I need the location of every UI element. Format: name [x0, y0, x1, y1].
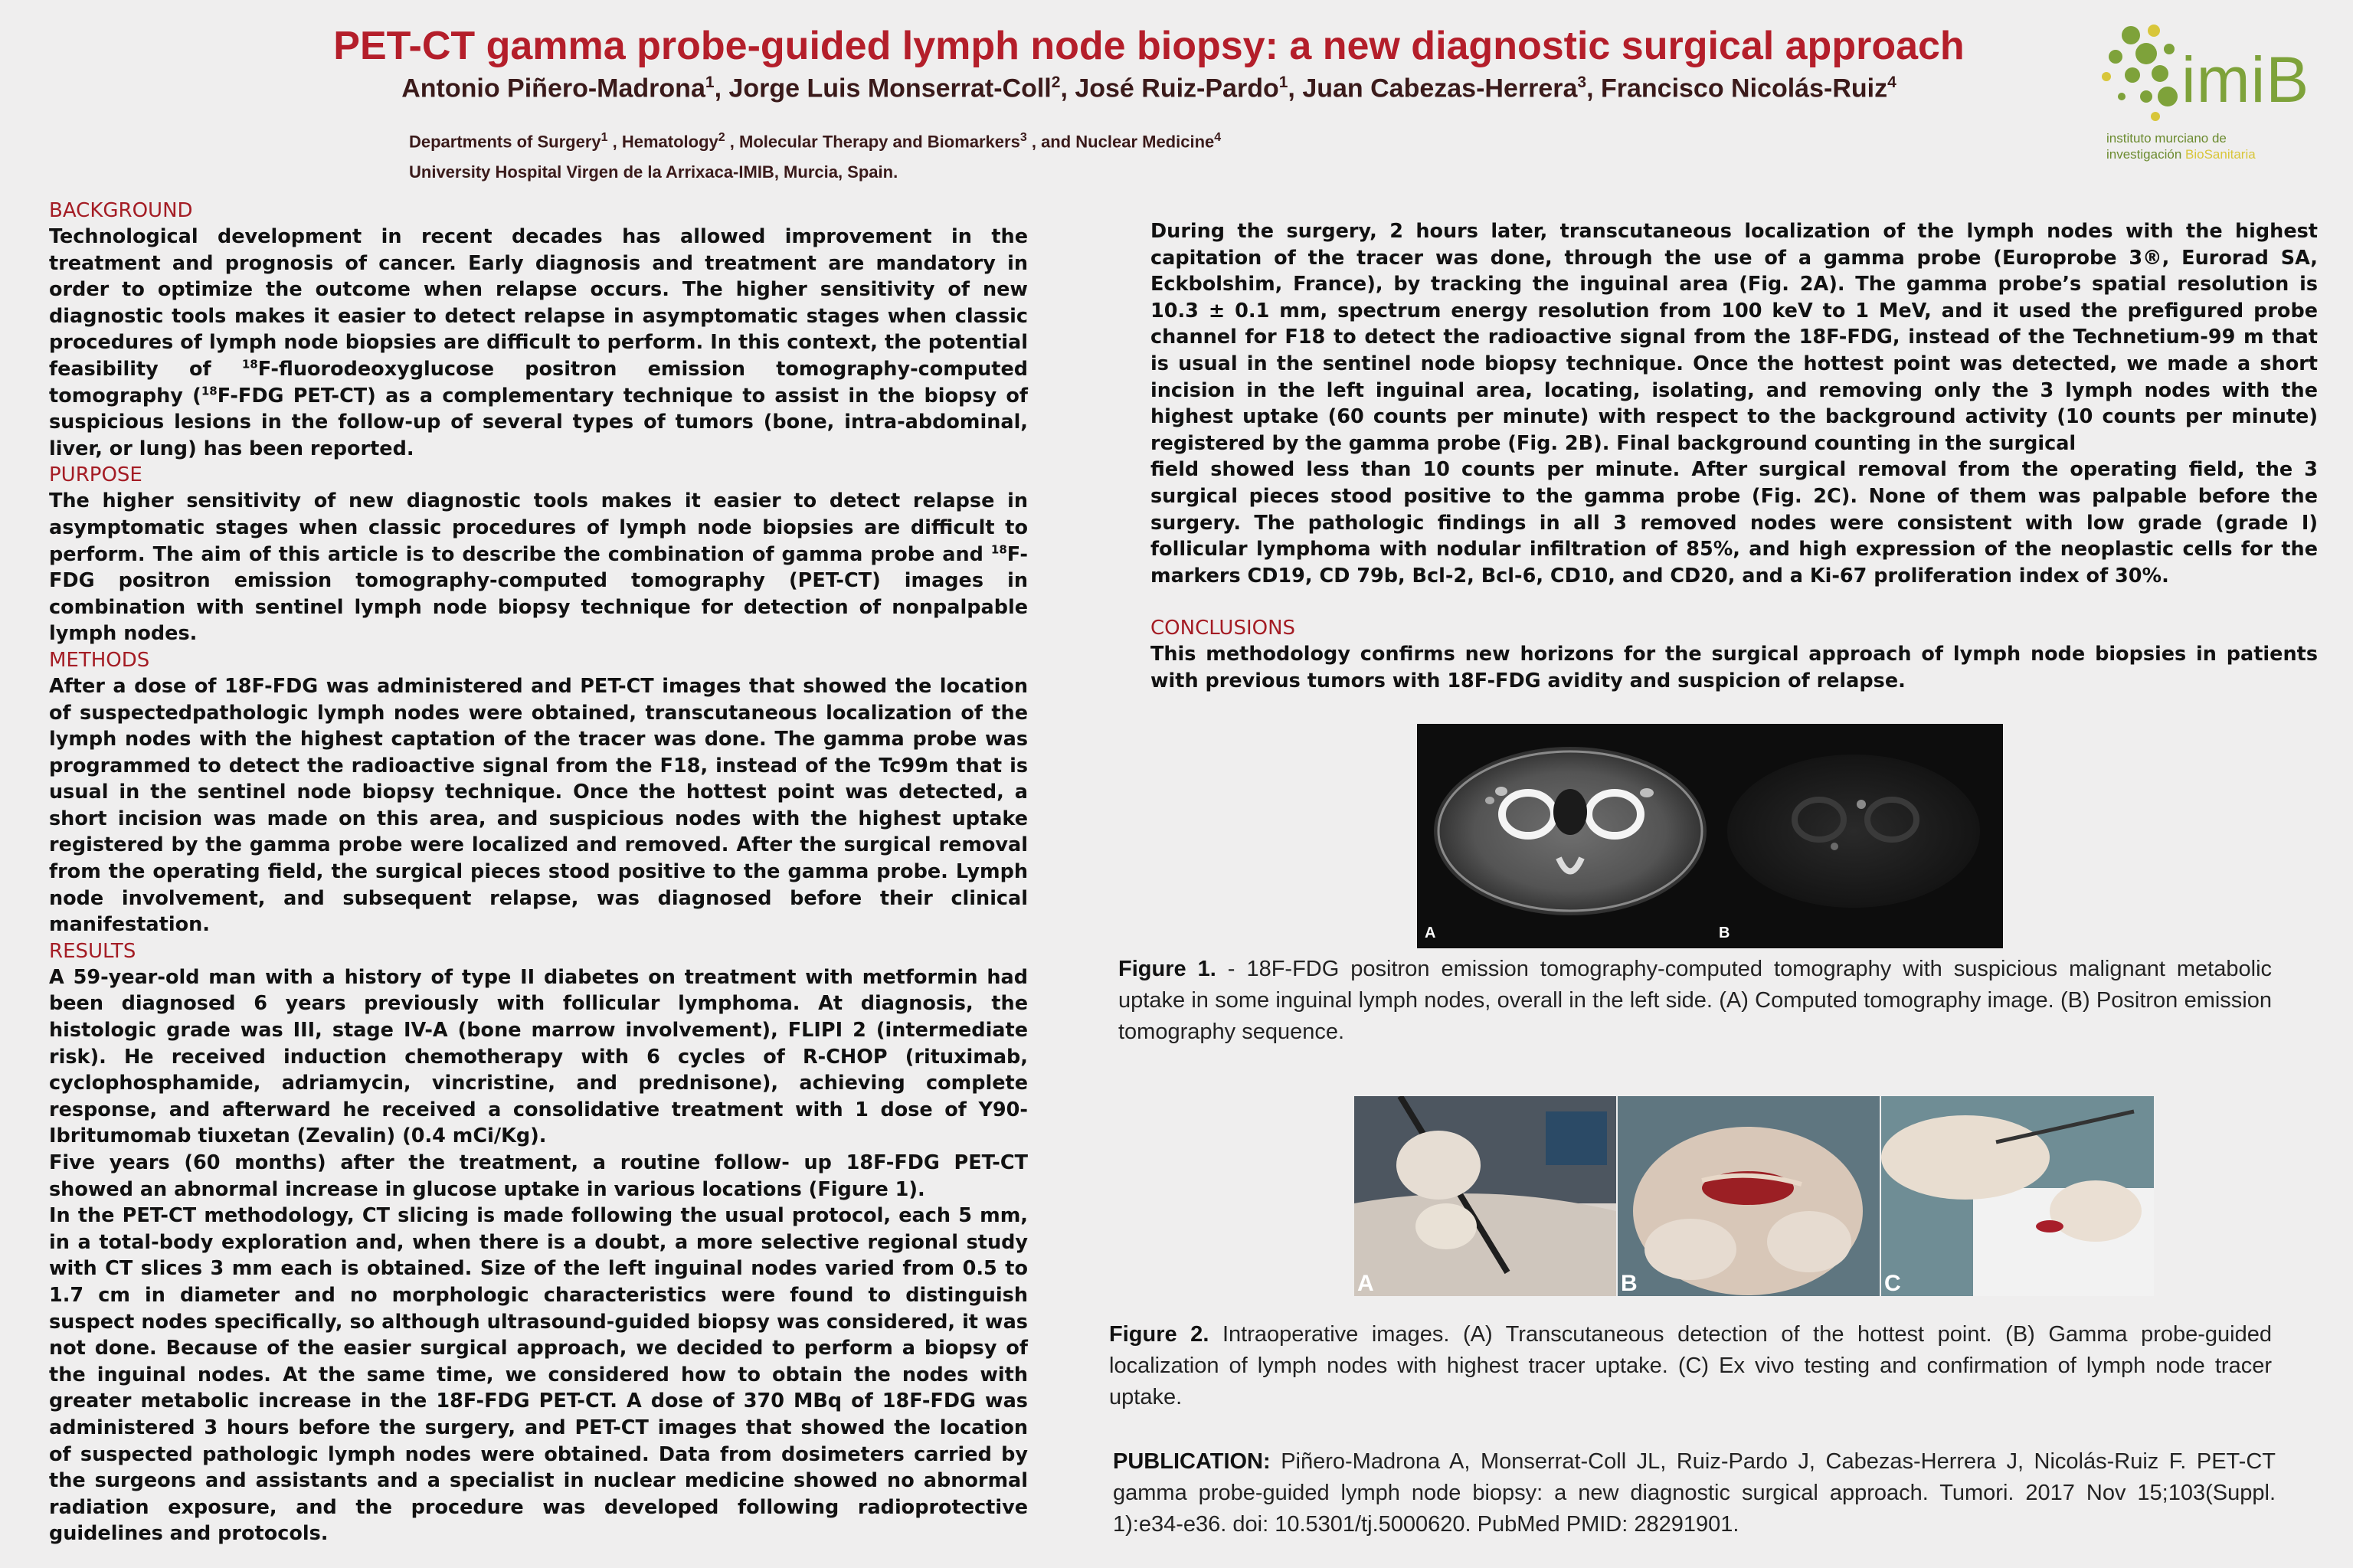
logo-wordmark: imiB	[2181, 44, 2310, 116]
logo-subtitle-line: instituto murciano de	[2106, 131, 2227, 146]
isotope-sup: 18	[990, 542, 1007, 557]
surgery-photo-probe	[1354, 1096, 1616, 1296]
results-continued-paragraph: field showed less than 10 counts per minute. After surgical removal from the operating field, the 3 surgical pieces stood positive to the gamma probe (Fig. 2C). None of them was palpable before the surgery. The pathologic findings in all 3 removed nodes were consistent with low grade (grade I) follicular lymphoma with nodular infiltration of 85%, and high expression of the neoplastic cells for the markers CD19, CD 79b, Bcl-2, Bcl-6, CD10, and CD20, and a Ki-67 proliferation index of 30%.	[1150, 458, 2318, 588]
molecule-logo-icon	[2099, 23, 2183, 130]
author-affiliation-sup: 1	[705, 74, 715, 91]
publication-citation: Piñero-Madrona A, Monserrat-Coll JL, Ruiz-Pardo J, Cabezas-Herrera J, Nicolás-Ruiz F. PET-CT gamma probe-guided lymph node biopsy: a new diagnostic surgical approach. Tumori. 2017 Nov 15;103(Suppl. 1):e34-e36. doi: 10.5301/tj.5000620. PubMed PMID: 28291901.	[1113, 1449, 2276, 1537]
isotope-sup: 18	[241, 357, 258, 372]
background-heading: BACKGROUND	[49, 199, 193, 222]
logo-subtitle	[2106, 130, 2256, 162]
author-name: Jorge Luis Monserrat-Coll	[728, 74, 1052, 103]
logo-subtitle-text: investigación	[2106, 147, 2186, 162]
figure-2-panel-label: C	[1884, 1271, 1901, 1296]
figure-1-panel-label: A	[1425, 925, 1436, 941]
imib-logo	[2099, 23, 2336, 172]
purpose-text: F-FDG positron emission tomography-computed tomography (PET-CT) images in combination with sentinel lymph node biopsy technique for detection of nonpalpable lymph nodes.	[49, 542, 1028, 646]
methods-paragraph: After a dose of 18F-FDG was administered and PET-CT images that showed the location of suspectedpathologic lymph nodes were obtained, transcutaneous localization of the lymph nodes with the highest captation of the tracer was done. The gamma probe was programmed to detect the radioactive signal from the F18, instead of the Tc99m that is usual in the sentinel node biopsy technique. Once the hottest point was detected, a short incision was made on this area, and suspicious nodes with the highest uptake registered by the gamma probe were localized and removed. After the surgical removal from the operating field, the surgical pieces stood positive to the gamma probe. Lymph node involvement, and subsequent relapse, was diagnosed before their clinical manifestation.	[49, 674, 1028, 937]
figure-2-panel	[1618, 1096, 1880, 1296]
results-paragraph: A 59-year-old man with a history of type II diabetes on treatment with metformin had been diagnosed 6 years previously with follicular lymphoma. At diagnosis, the histologic grade was III, stage IV-A (bone marrow involvement), FLIPI 2 (intermediate risk). He received induction chemotherapy with 6 cycles of R-CHOP (rituximab, cyclophosphamide, adriamycin, vincristine, and prednisone), achieving complete response, and afterward he received a consolidative treatment with 1 dose of Y90-Ibritumomab tiuxetan (Zevalin) (0.4 mCi/Kg).	[49, 965, 1028, 1148]
poster-title: PET-CT gamma probe-guided lymph node biopsy: a new diagnostic surgical approach	[333, 24, 1965, 68]
isotope-sup: 18	[201, 384, 218, 398]
background-text: F-fluorodeoxyglucose positron emission tomography-computed tomography (	[49, 357, 1029, 408]
department-name: , and Nuclear Medicine	[1026, 132, 1215, 152]
figure-1-panel-label: B	[1719, 925, 1730, 941]
author-name: Juan Cabezas-Herrera	[1302, 74, 1578, 103]
figure-1-caption	[1118, 954, 2272, 1048]
logo-subtitle-highlight: BioSanitaria	[2185, 147, 2256, 162]
figure-1-caption-label: Figure 1.	[1118, 957, 1216, 981]
author-name: Francisco Nicolás-Ruiz	[1600, 74, 1888, 103]
department-sup: 2	[718, 131, 725, 144]
department-sup: 1	[601, 131, 608, 144]
department-sup: 4	[1214, 131, 1222, 144]
figure-2-caption-text: Intraoperative images. (A) Transcutaneous detection of the hottest point. (B) Gamma probe-guided localization of lymph nodes with highest tracer uptake. (C) Ex vivo testing and confirmation of lymph node tracer uptake.	[1109, 1322, 2272, 1409]
figure-2-panel	[1354, 1096, 1616, 1296]
affiliation-departments	[409, 123, 1221, 157]
department-name: , Molecular Therapy and Biomarkers	[725, 132, 1020, 152]
department-name: Departments of Surgery	[409, 132, 601, 152]
left-column	[49, 198, 1028, 1547]
figure-2-panel-label: B	[1621, 1271, 1638, 1296]
figure-2-panel-label: A	[1357, 1271, 1374, 1296]
right-column	[1150, 218, 2318, 695]
logo-subtitle-line	[2106, 146, 2256, 162]
surgery-photo-incision	[1618, 1096, 1880, 1296]
background-text: Technological development in recent decades has allowed improvement in the treatment and prognosis of cancer. Early diagnosis and treatment are mandatory in order to optimize the outcome when relapse occurs. The higher sensitivity of new diagnostic tools makes it easier to detect relapse in asymptomatic stages when classic procedures of lymph node biopsies are difficult to perform. In this context, the potential feasibility of	[49, 225, 1028, 381]
author-affiliation-sup: 4	[1887, 74, 1896, 91]
background-paragraph	[49, 224, 1028, 462]
figure-2-caption	[1109, 1319, 2272, 1413]
affiliations	[409, 123, 1221, 188]
publication-label: PUBLICATION:	[1113, 1449, 1271, 1474]
author-name: José Ruiz-Pardo	[1075, 74, 1279, 103]
results-continued-paragraph: During the surgery, 2 hours later, transcutaneous localization of the lymph nodes with the highest capitation of the tracer was done, through the use of a gamma probe (Europrobe 3®, Eurorad SA, Eckbolshim, France), by tracking the inguinal area (Fig. 2A). The gamma probe’s spatial resolution is 10.3 ± 0.1 mm, spectrum energy resolution from 100 keV to 1 MeV, and it used the prefigured probe channel for F18 to detect the radioactive signal from the 18F-FDG, instead of the Technetium-99 m that is usual in the sentinel node biopsy technique. Once the hottest point was detected, we made a short incision in the left inguinal area, locating, isolating, and removing only the 3 lymph nodes with the highest uptake (60 counts per minute) with respect to the background activity (10 counts per minute) registered by the gamma probe (Fig. 2B). Final background counting in the surgical	[1150, 220, 2318, 455]
author-list: Antonio Piñero-Madrona$^1$, Jorge Luis Monserrat-Coll$^2$, José Ruiz-Pardo$^1$, Juan Cabezas-Herrera$^3$, Francisco Nicolás-Ruiz$^4$	[401, 74, 1896, 103]
purpose-text: The higher sensitivity of new diagnostic tools makes it easier to detect relapse in asymptomatic stages when classic procedures of lymph node biopsies are difficult to perform. The aim of this article is to describe the combination of gamma probe and	[49, 489, 1028, 566]
publication-reference	[1113, 1446, 2276, 1540]
conclusions-paragraph: This methodology confirms new horizons for the surgical approach of lymph node biopsies in patients with previous tumors with 18F-FDG avidity and suspicion of relapse.	[1150, 643, 2318, 692]
department-name: , Hematology	[607, 132, 718, 152]
methods-heading: METHODS	[49, 648, 150, 672]
author-name: Antonio Piñero-Madrona	[401, 74, 705, 103]
department-sup: 3	[1019, 131, 1027, 144]
author-affiliation-sup: 3	[1577, 74, 1587, 91]
purpose-heading: PURPOSE	[49, 463, 142, 487]
figure-1-caption-text: - 18F-FDG positron emission tomography-computed tomography with suspicious malignant metabolic uptake in some inguinal lymph nodes, overall in the left side. (A) Computed tomography image. (B) Positron emission tomography sequence.	[1118, 957, 2273, 1044]
author-affiliation-sup: 1	[1278, 74, 1288, 91]
surgery-photo-exvivo	[1881, 1096, 2154, 1296]
figure-2-panel	[1881, 1096, 2154, 1296]
background-text: F-FDG PET-CT) as a complementary technique to assist in the biopsy of suspicious lesions in the follow-up of several types of tumors (bone, intra-abdominal, liver, or lung) has been reported.	[49, 384, 1028, 460]
affiliation-institution: University Hospital Virgen de la Arrixaca-IMIB, Murcia, Spain.	[409, 162, 898, 182]
ct-pet-scan-image	[1417, 724, 2003, 948]
results-paragraph: Five years (60 months) after the treatment, a routine follow- up 18F-FDG PET-CT showed an abnormal increase in glucose uptake in various locations (Figure 1).	[49, 1151, 1028, 1201]
results-heading: RESULTS	[49, 939, 136, 963]
purpose-paragraph	[49, 488, 1028, 647]
results-paragraph: In the PET-CT methodology, CT slicing is made following the usual protocol, each 5 mm, in a total-body exploration and, when there is a doubt, a more selective regional study with CT slices 3 mm each is obtained. Size of the left inguinal nodes varied from 0.5 to 1.7 cm in diameter and no morphologic characteristics were found to distinguish suspect nodes specifically, so although ultrasound-guided biopsy was considered, it was not done. Because of the easier surgical approach, we decided to perform a biopsy of the inguinal nodes. At the same time, we considered how to obtain the nodes with greater metabolic increase in the 18F-FDG PET-CT. A dose of 370 MBq of 18F-FDG was administered 3 hours before the surgery, and PET-CT images that showed the location of suspected pathologic lymph nodes were obtained. Data from dosimeters carried by the surgeons and assistants and a specialist in nuclear medicine showed no abnormal radiation exposure, and the procedure was developed following radioprotective guidelines and protocols.	[49, 1204, 1028, 1546]
author-affiliation-sup: 2	[1051, 74, 1061, 91]
figure-2-caption-label: Figure 2.	[1109, 1322, 1209, 1347]
figure-1-image	[1417, 724, 2003, 948]
figure-2-image	[1354, 1096, 2154, 1296]
conclusions-heading: CONCLUSIONS	[1150, 617, 1296, 640]
